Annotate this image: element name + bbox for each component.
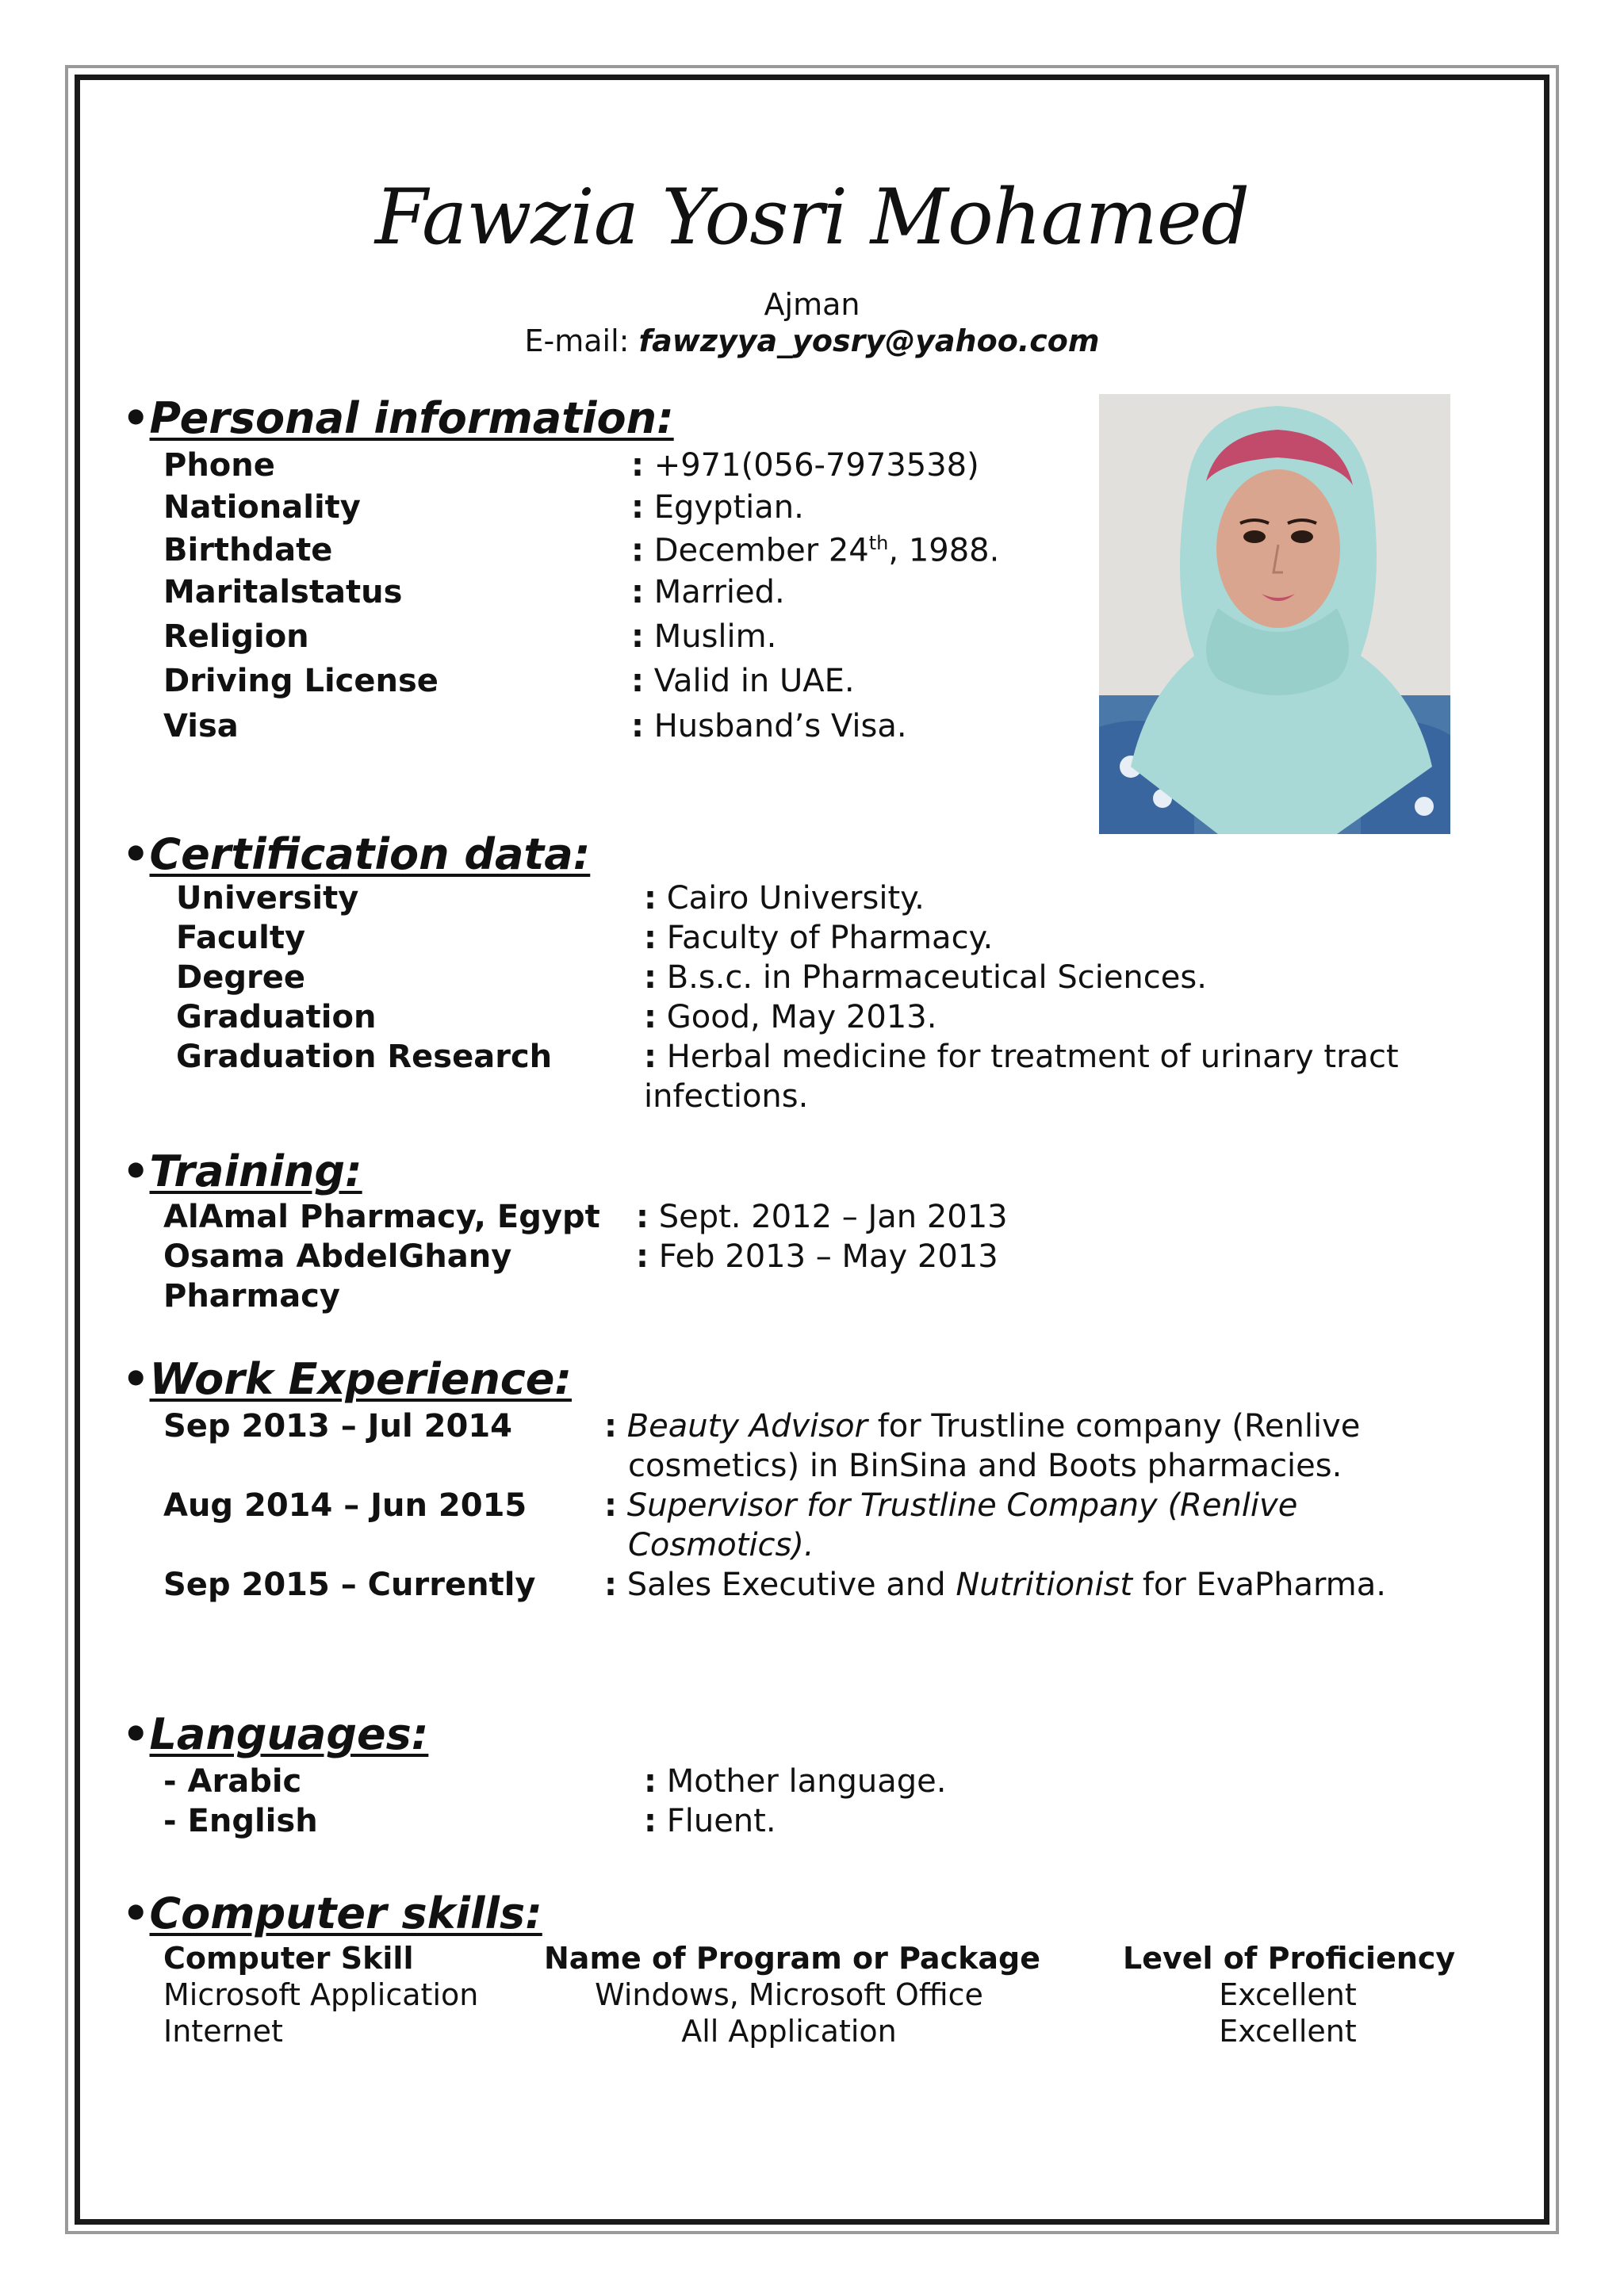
label-work-1: Sep 2013 – Jul 2014 [163,1408,512,1445]
value-work-1-cont: cosmetics) in BinSina and Boots pharmacies. [628,1448,1342,1484]
table-cell-skill-1: Microsoft Application [163,1977,479,2012]
value-training-2 [636,1238,998,1275]
colon: : [644,880,657,916]
label-nationality: Nationality [163,489,361,526]
colon: : [644,1763,657,1800]
colon: : [631,574,644,610]
table-cell-skill-2: Internet [163,2014,283,2049]
heading-bullet: • [122,1888,150,1938]
heading-bullet: • [122,1146,150,1196]
heading-training [122,1146,362,1196]
colon: : [644,1039,657,1075]
label-graduation-research: Graduation Research [176,1039,553,1075]
value-text: Cairo University. [666,880,925,916]
value-birthdate [631,532,999,568]
value-visa [631,708,907,744]
heading-text: Work Experience: [149,1354,573,1404]
heading-computer-skills [122,1888,542,1938]
heading-languages [122,1709,428,1759]
label-work-3: Sep 2015 – Currently [163,1567,536,1603]
value-text: Egyptian. [653,489,804,526]
value-text: December 24 [653,532,869,569]
table-cell-level-1: Excellent [1219,1977,1357,2012]
value-graduation-research-cont: infections. [644,1078,809,1115]
heading-text: Computer skills: [149,1888,542,1938]
table-header-proficiency: Level of Proficiency [1123,1941,1456,1976]
value-university [644,880,925,916]
label-training-2: Osama AbdelGhany [163,1238,512,1275]
colon: : [604,1487,617,1524]
email-line [0,323,1624,358]
value-text: Fluent. [666,1803,776,1839]
value-text: Herbal medicine for treatment of urinary tract [666,1039,1399,1075]
value-text: Sales Executive and [626,1567,956,1603]
colon: : [644,959,657,996]
value-text: for Trustline company (Renlive [868,1408,1361,1445]
label-training-2-cont: Pharmacy [163,1278,340,1314]
heading-personal-information [122,393,674,443]
value-text: for EvaPharma. [1132,1567,1386,1603]
email-label: E-mail: [524,323,639,358]
value-sup: th [868,532,889,554]
label-phone: Phone [163,447,275,484]
value-driving-license [631,663,855,699]
label-work-2: Aug 2014 – Jun 2015 [163,1487,527,1524]
value-text: Married. [653,574,785,610]
colon: : [644,920,657,956]
colon: : [604,1567,617,1603]
label-driving-license: Driving License [163,663,439,699]
label-faculty: Faculty [176,920,306,956]
colon: : [631,447,644,484]
table-header-computer-skill: Computer Skill [163,1941,414,1976]
value-work-2-cont: Cosmotics). [628,1527,814,1563]
value-text: Good, May 2013. [666,999,937,1035]
label-religion: Religion [163,618,309,655]
colon: : [604,1408,617,1445]
value-text: Muslim. [653,618,777,655]
value-text: Sept. 2012 – Jan 2013 [658,1199,1008,1235]
value-text: +971(056-7973538) [653,447,979,484]
label-language-english: - English [163,1803,318,1839]
label-degree: Degree [176,959,305,996]
value-text: B.s.c. in Pharmaceutical Sciences. [666,959,1207,996]
heading-text: Certification data: [149,829,591,879]
colon: : [631,618,644,655]
value-text: Faculty of Pharmacy. [666,920,994,956]
value-language-english [644,1803,776,1839]
value-text: Feb 2013 – May 2013 [658,1238,998,1275]
value-text: Mother language. [666,1763,947,1800]
heading-bullet: • [122,393,150,443]
label-language-arabic: - Arabic [163,1763,302,1800]
label-birthdate: Birthdate [163,532,333,568]
table-header-program: Name of Program or Package [544,1941,1040,1976]
heading-bullet: • [122,1354,150,1404]
table-cell-level-2: Excellent [1219,2014,1357,2049]
label-marital-status: Maritalstatus [163,574,403,610]
heading-work-experience [122,1354,572,1404]
value-graduation-research [644,1039,1399,1075]
heading-certification-data [122,829,590,879]
email-link[interactable]: fawzyya_yosry@yahoo.com [638,323,1100,358]
value-italic: Supervisor for Trustline Company (Renlive [626,1487,1298,1524]
value-degree [644,959,1207,996]
colon: : [631,663,644,699]
applicant-name: Fawzia Yosri Mohamed [374,173,1250,262]
label-training-1: AlAmal Pharmacy, Egypt [163,1199,600,1235]
value-text: Husband’s Visa. [653,708,907,744]
value-text: Valid in UAE. [653,663,855,699]
heading-text: Personal information: [149,393,674,443]
value-work-3 [604,1567,1386,1603]
colon: : [631,532,644,569]
value-graduation [644,999,936,1035]
heading-text: Training: [149,1146,362,1196]
value-religion [631,618,776,655]
value-faculty [644,920,993,956]
table-cell-program-2: All Application [681,2014,897,2049]
table-cell-program-1: Windows, Microsoft Office [595,1977,983,2012]
value-work-2 [604,1487,1297,1524]
value-work-1 [604,1408,1360,1445]
label-university: University [176,880,359,916]
colon: : [631,708,644,744]
city: Ajman [764,287,860,322]
value-marital-status [631,574,785,610]
colon: : [631,489,644,526]
value-text: , 1988. [888,532,1000,569]
value-italic: Beauty Advisor [626,1408,868,1445]
heading-bullet: • [122,1709,150,1759]
colon: : [644,999,657,1035]
profile-photo [1099,394,1450,834]
value-training-1 [636,1199,1008,1235]
colon: : [636,1238,649,1275]
value-nationality [631,489,804,526]
value-phone [631,447,979,484]
value-italic: Nutritionist [956,1567,1133,1603]
colon: : [644,1803,657,1839]
value-language-arabic [644,1763,946,1800]
heading-bullet: • [122,829,150,879]
label-graduation: Graduation [176,999,377,1035]
heading-text: Languages: [149,1709,429,1759]
colon: : [636,1199,649,1235]
label-visa: Visa [163,708,239,744]
